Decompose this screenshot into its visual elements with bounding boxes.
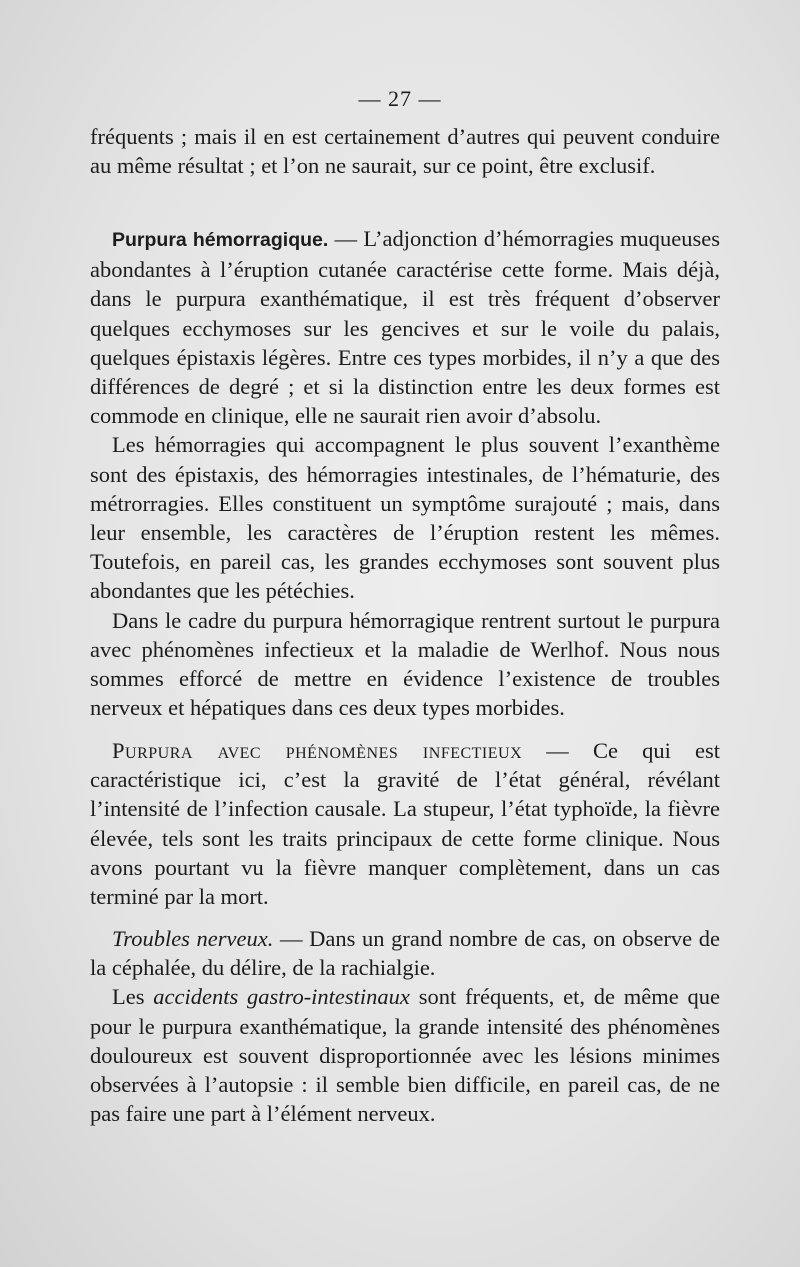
paragraph-text: — L’adjonction d’hémorragies muqueuses abondantes à l’éruption cutanée caractérise cette forme. Mais déjà, dans le purpura exanthématique, il est très fréquent d’observer quelques ecchymoses sur les gencives et sur le voile du palais, quelques épistaxis légères. Entre ces types morbides, il n’y a que des différences de degré ; et si la distinction entre les deux formes est commode en clinique, elle ne saurait rien avoir d’absolu.	[90, 226, 720, 429]
paragraph: Dans le cadre du purpura hémorragique rentrent surtout le purpura avec phénomènes infectieux et la maladie de Werlhof. Nous nous sommes efforcé de mettre en évidence l’existence de troubles nerveux et hépatiques dans ces deux types morbides.	[90, 607, 720, 721]
section-heading: Troubles nerveux.	[112, 926, 274, 951]
paragraph	[90, 982, 720, 1128]
section-heading: Purpura avec phénomènes infectieux	[112, 738, 523, 763]
paragraph	[90, 224, 720, 430]
paragraph-text: — Ce qui est caractéristique ici, c’est la gravité de l’état général, révélant l’intensité de l’infection causale. La stupeur, l’état typhoïde, la fièvre élevée, tels sont les traits principaux de cette forme clinique. Nous avons pourtant vu la fièvre manquer complètement, dans un cas terminé par la mort.	[90, 738, 720, 910]
paragraph-text: sont fréquents, et, de même que pour le purpura exanthématique, la grande intensité des phénomènes douloureux est souvent disproportionnée avec les lésions minimes observées à l’autopsie : il semble bien difficile, en pareil cas, de ne pas faire une part à l’élément nerveux.	[90, 984, 720, 1127]
paragraph: Les hémorragies qui accompagnent le plus souvent l’exanthème sont des épistaxis, des hémorragies intestinales, de l’hématurie, des métrorragies. Elles constituent un symptôme surajouté ; mais, dans leur ensemble, les caractères de l’éruption restent les mêmes. Toutefois, en pareil cas, les grandes ecchymoses sont souvent plus abondantes que les pétéchies.	[90, 432, 720, 604]
section-purpura-hemorragique	[90, 224, 720, 722]
section-troubles-nerveux	[90, 924, 720, 1128]
paragraph	[90, 736, 720, 911]
page-number: — 27 —	[358, 86, 442, 111]
emphasis-text: accidents gastro-intestinaux	[153, 984, 410, 1010]
section-heading: Purpura hémorragique.	[112, 229, 329, 251]
continuation-paragraph	[90, 122, 720, 180]
paragraph	[90, 924, 720, 982]
paragraph-text: Les	[112, 984, 154, 1010]
paragraph: fréquents ; mais il en est certainement d’autres qui peuvent conduire au même résultat ; et l’on ne saurait, sur ce point, être exclusif.	[90, 124, 720, 179]
paragraph-text: — Dans un grand nombre de cas, on observe de la céphalée, du délire, de la rachialgie.	[90, 926, 720, 981]
section-phenomenes-infectieux	[90, 736, 720, 911]
